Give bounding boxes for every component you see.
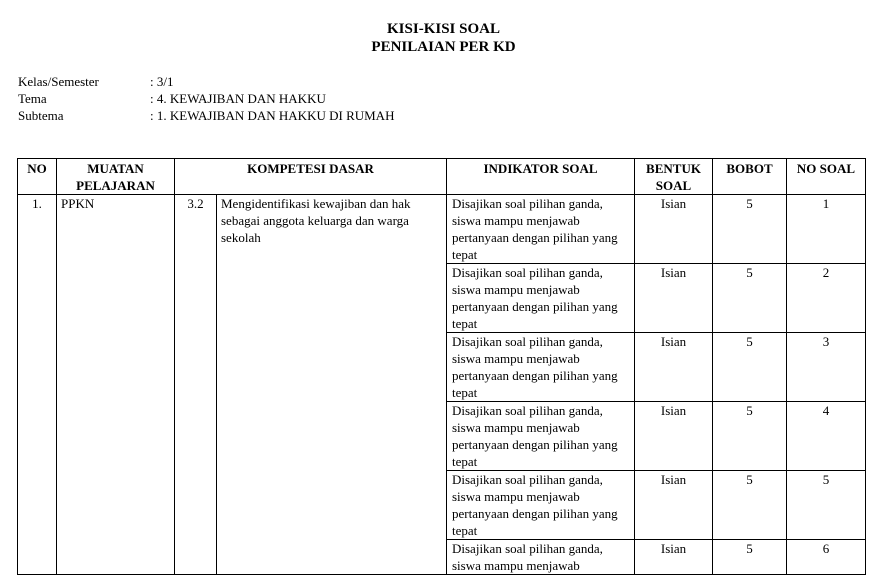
kisi-kisi-table (17, 158, 866, 575)
indikator-cell: Disajikan soal pilihan ganda, siswa mampu menjawab pertanyaan dengan pilihan yang tepat (447, 264, 635, 333)
indikator-cell: Disajikan soal pilihan ganda, siswa mampu menjawab pertanyaan dengan pilihan yang tepat (447, 333, 635, 402)
table-row (18, 195, 866, 264)
indikator-cell: Disajikan soal pilihan ganda, siswa mampu menjawab (447, 540, 635, 575)
indikator-cell: Disajikan soal pilihan ganda, siswa mampu menjawab pertanyaan dengan pilihan yang tepat (447, 195, 635, 264)
header-bentuk-soal: BENTUK SOAL (635, 159, 713, 195)
bobot-cell: 5 (713, 471, 787, 540)
row-number: 1. (18, 195, 57, 575)
no-soal-cell: 1 (787, 195, 866, 264)
no-soal-cell: 5 (787, 471, 866, 540)
kd-number-cell: 3.2 (175, 195, 217, 575)
header-bobot: BOBOT (713, 159, 787, 195)
bentuk-cell: Isian (635, 333, 713, 402)
header-no: NO (18, 159, 57, 195)
no-soal-cell: 4 (787, 402, 866, 471)
meta-subtema (18, 107, 394, 124)
header-muatan-pelajaran: MUATAN PELAJARAN (57, 159, 175, 195)
header-indikator-soal: INDIKATOR SOAL (447, 159, 635, 195)
no-soal-cell: 6 (787, 540, 866, 575)
no-soal-cell: 3 (787, 333, 866, 402)
meta-label: Tema (18, 91, 47, 106)
bentuk-cell: Isian (635, 540, 713, 575)
header-no-soal: NO SOAL (787, 159, 866, 195)
bentuk-cell: Isian (635, 402, 713, 471)
kd-text-cell: Mengidentifikasi kewajiban dan hak sebagai anggota keluarga dan warga sekolah (217, 195, 447, 575)
header-kompetensi-dasar: KOMPETESI DASAR (175, 159, 447, 195)
bobot-cell: 5 (713, 333, 787, 402)
meta-label: Kelas/Semester (18, 74, 99, 89)
bobot-cell: 5 (713, 264, 787, 333)
meta-kelas-semester (18, 73, 173, 90)
meta-label: Subtema (18, 108, 64, 123)
bobot-cell: 5 (713, 195, 787, 264)
bentuk-cell: Isian (635, 471, 713, 540)
no-soal-cell: 2 (787, 264, 866, 333)
meta-value: : 4. KEWAJIBAN DAN HAKKU (150, 91, 326, 106)
muatan-pelajaran-cell: PPKN (57, 195, 175, 575)
document-subtitle: PENILAIAN PER KD (371, 39, 516, 55)
indikator-cell: Disajikan soal pilihan ganda, siswa mampu menjawab pertanyaan dengan pilihan yang tepat (447, 471, 635, 540)
bobot-cell: 5 (713, 402, 787, 471)
bobot-cell: 5 (713, 540, 787, 575)
meta-value: : 1. KEWAJIBAN DAN HAKKU DI RUMAH (150, 108, 395, 123)
bentuk-cell: Isian (635, 195, 713, 264)
indikator-cell: Disajikan soal pilihan ganda, siswa mampu menjawab pertanyaan dengan pilihan yang tepat (447, 402, 635, 471)
meta-tema (18, 90, 326, 107)
document-title: KISI-KISI SOAL (387, 21, 500, 37)
meta-value: : 3/1 (150, 74, 174, 89)
table-header-row (18, 159, 866, 195)
bentuk-cell: Isian (635, 264, 713, 333)
